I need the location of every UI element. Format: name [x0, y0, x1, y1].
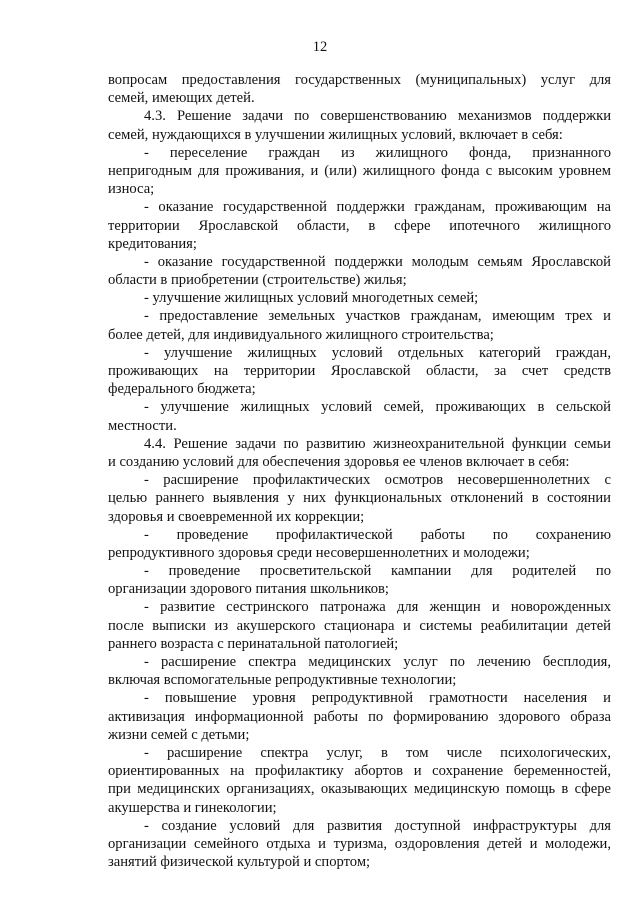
- text-line: репродуктивного здоровья среди несовершеннолетних и молодежи;: [108, 544, 530, 561]
- text-line: местности.: [108, 417, 177, 434]
- text-line: - оказание государственной поддержки молодым семьям Ярославской: [144, 253, 611, 270]
- text-line: более детей, для индивидуального жилищного строительства;: [108, 326, 494, 343]
- text-line: - улучшение жилищных условий отдельных категорий граждан,: [144, 344, 611, 361]
- text-line: акушерства и гинекологии;: [108, 799, 277, 816]
- text-line: территории Ярославской области, в сфере ипотечного жилищного: [108, 217, 611, 234]
- text-line: - улучшение жилищных условий семей, проживающих в сельской: [144, 399, 611, 416]
- text-line: ориентированных на профилактику абортов и сохранение беременностей,: [108, 763, 611, 780]
- text-line: включая вспомогательные репродуктивные технологии;: [108, 672, 457, 689]
- text-line: семей, имеющих детей.: [108, 90, 255, 107]
- page-number: 12: [312, 39, 328, 55]
- text-line: непригодным для проживания, и (или) жилищного фонда с высоким уровнем: [108, 162, 611, 179]
- text-line: - расширение профилактических осмотров несовершеннолетних с: [144, 472, 611, 489]
- text-line: жизни семей с детьми;: [108, 726, 250, 743]
- text-line: - проведение просветительской кампании для родителей по: [144, 563, 611, 580]
- text-line: - улучшение жилищных условий многодетных семей;: [144, 290, 479, 307]
- document-body: [108, 71, 611, 871]
- text-line: 4.3. Решение задачи по совершенствованию механизмов поддержки: [144, 108, 611, 125]
- text-line: после выписки из акушерского стационара и системы реабилитации детей: [108, 617, 611, 634]
- text-line: целью раннего выявления у них функциональных отклонений в состоянии: [108, 490, 611, 507]
- text-line: износа;: [108, 181, 155, 198]
- text-line: активизация информационной работы по формированию здорового образа: [108, 708, 611, 725]
- text-line: - создание условий для развития доступной инфраструктуры для: [144, 817, 611, 834]
- text-line: 4.4. Решение задачи по развитию жизнеохранительной функции семьи: [144, 435, 611, 452]
- text-line: - проведение профилактической работы по сохранению: [144, 526, 611, 543]
- text-line: занятий физической культурой и спортом;: [108, 854, 371, 871]
- text-line: организации семейного отдыха и туризма, оздоровления детей и молодежи,: [108, 835, 611, 852]
- text-line: - повышение уровня репродуктивной грамотности населения и: [144, 690, 611, 707]
- text-line: вопросам предоставления государственных (муниципальных) услуг для: [108, 72, 611, 88]
- text-line: - переселение граждан из жилищного фонда, признанного: [144, 144, 611, 161]
- text-line: здоровья и своевременной их коррекции;: [108, 508, 365, 525]
- text-line: - расширение спектра медицинских услуг по лечению бесплодия,: [144, 654, 611, 670]
- text-line: - предоставление земельных участков гражданам, имеющим трех и: [144, 308, 611, 325]
- text-line: - расширение спектра услуг, в том числе психологических,: [144, 744, 611, 761]
- text-line: - оказание государственной поддержки гражданам, проживающим на: [144, 199, 611, 216]
- text-line: - развитие сестринского патронажа для женщин и новорожденных: [144, 599, 611, 616]
- text-line: области в приобретении (строительстве) жилья;: [108, 272, 407, 289]
- text-line: организации здорового питания школьников;: [108, 581, 389, 598]
- text-line: раннего возраста с перинатальной патологией;: [108, 635, 399, 652]
- text-line: семей, нуждающихся в улучшении жилищных условий, включает в себя:: [108, 126, 563, 143]
- text-line: кредитования;: [108, 235, 197, 252]
- text-line: при медицинских организациях, оказывающих медицинскую помощь в сфере: [108, 781, 611, 798]
- text-line: федерального бюджета;: [108, 381, 256, 398]
- text-line: проживающих на территории Ярославской области, за счет средств: [108, 363, 611, 379]
- text-line: и созданию условий для обеспечения здоровья ее членов включает в себя:: [108, 453, 570, 470]
